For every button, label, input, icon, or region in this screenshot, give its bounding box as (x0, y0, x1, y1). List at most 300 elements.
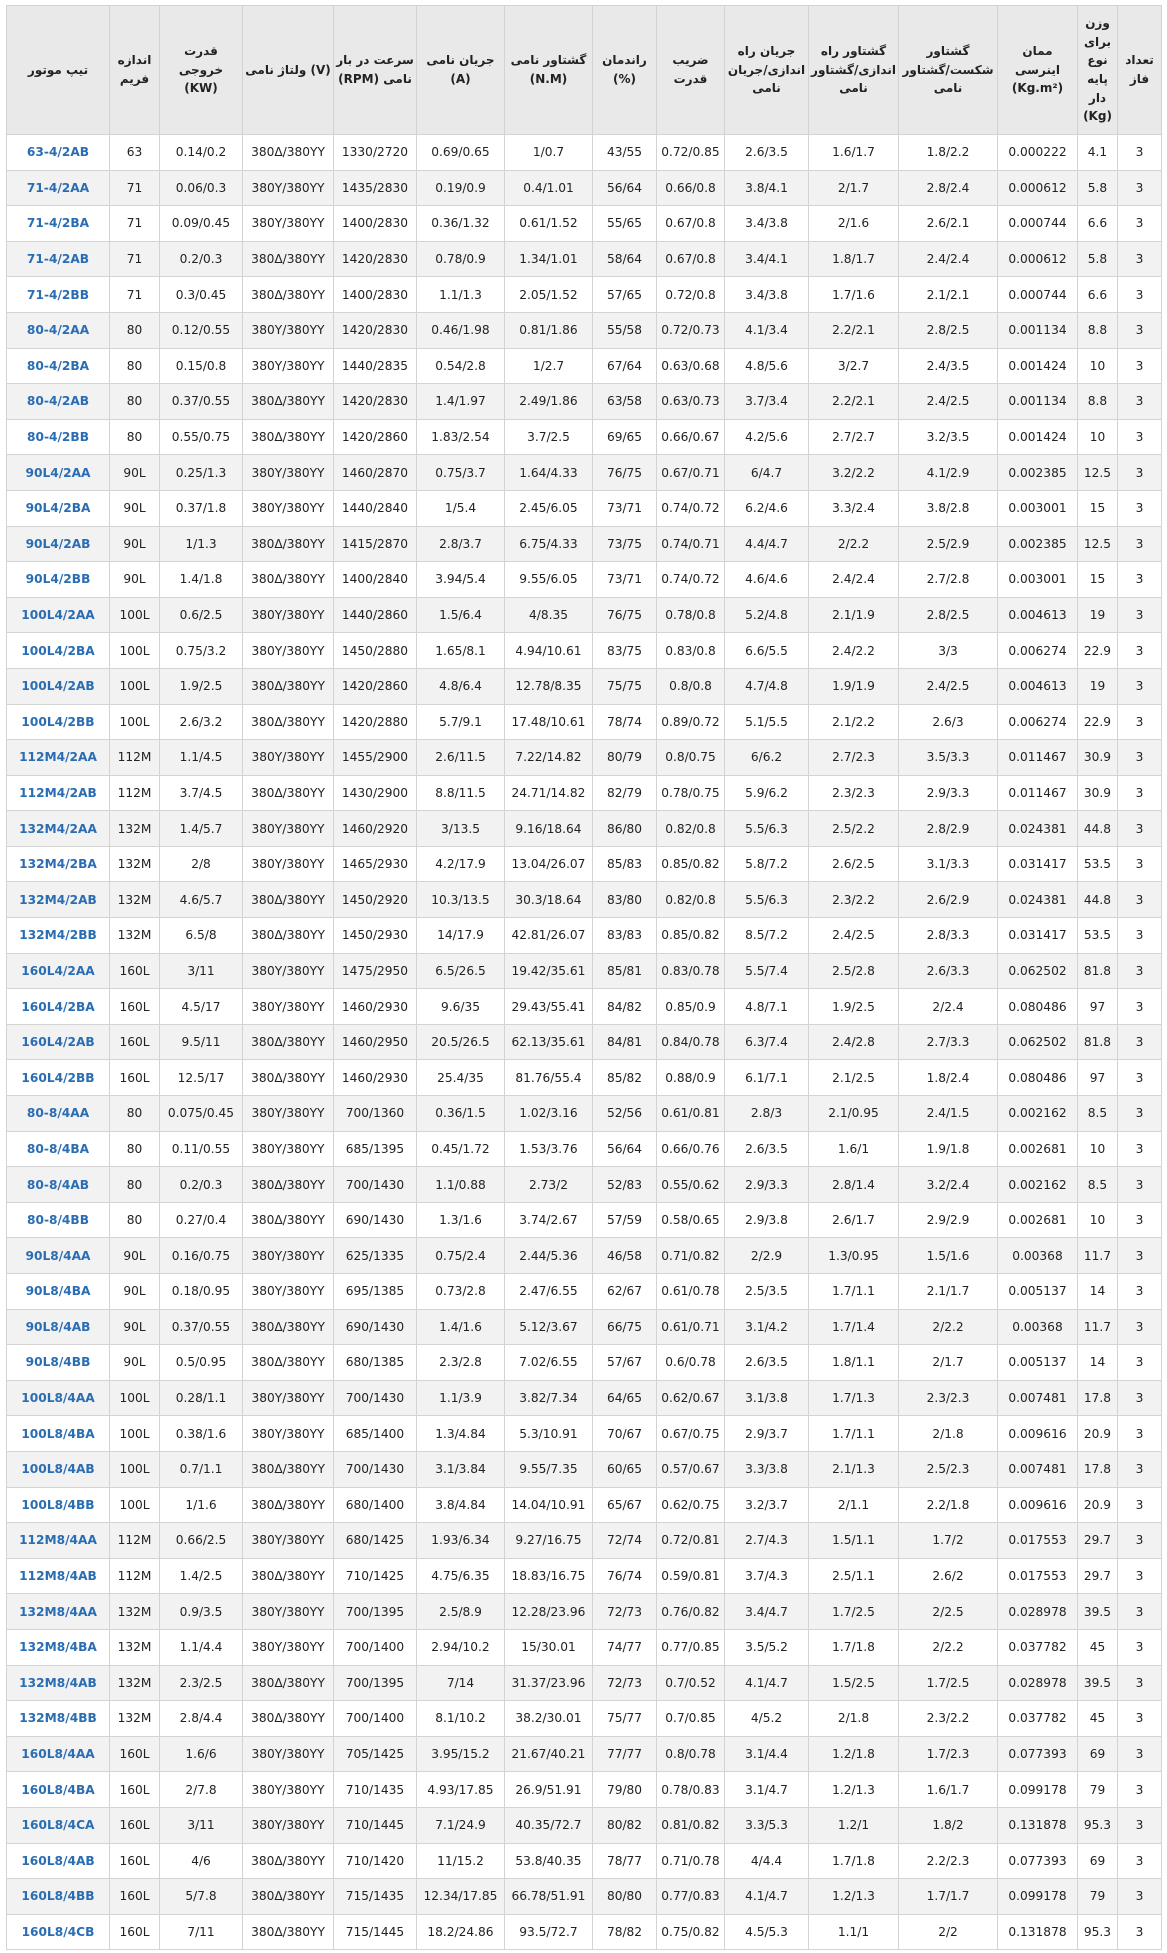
motor-model-link[interactable]: 100L4/2BB (21, 714, 95, 729)
cell-breakdown-torque: 1.7/2.5 (899, 1665, 998, 1701)
cell-start-current: 5.2/4.8 (725, 597, 809, 633)
cell-phases: 3 (1118, 1131, 1162, 1167)
motor-model-link[interactable]: 132M8/4AA (19, 1604, 97, 1619)
cell-breakdown-torque: 3.1/3.3 (899, 846, 998, 882)
cell-breakdown-torque: 2/1.7 (899, 1345, 998, 1381)
cell-speed: 1460/2950 (334, 1024, 417, 1060)
cell-model (7, 882, 110, 918)
cell-torque: 3.7/2.5 (505, 419, 593, 455)
table-row (7, 1345, 1162, 1381)
cell-speed: 700/1360 (334, 1096, 417, 1132)
cell-breakdown-torque: 2/1.8 (899, 1416, 998, 1452)
motor-model-link[interactable]: 90L4/2BB (25, 572, 91, 587)
cell-speed: 680/1400 (334, 1487, 417, 1523)
motor-model-link[interactable]: 80-8/4BA (26, 1141, 90, 1156)
cell-speed: 695/1385 (334, 1274, 417, 1310)
cell-inertia: 0.062502 (998, 953, 1078, 989)
cell-model (7, 1701, 110, 1737)
cell-breakdown-torque: 3.5/3.3 (899, 740, 998, 776)
table-row (7, 206, 1162, 242)
motor-model-link[interactable]: 132M4/2AB (19, 892, 97, 907)
cell-torque: 9.55/7.35 (505, 1451, 593, 1487)
cell-efficiency: 85/82 (593, 1060, 657, 1096)
motor-model-link[interactable]: 160L8/4CA (21, 1818, 95, 1833)
cell-power-factor: 0.78/0.8 (657, 597, 725, 633)
motor-model-link[interactable]: 132M8/4BA (19, 1640, 97, 1655)
cell-frame: 160L (110, 1807, 160, 1843)
cell-current: 0.19/0.9 (417, 170, 505, 206)
motor-model-link[interactable]: 100L4/2BA (21, 643, 95, 658)
cell-torque: 2.47/6.55 (505, 1274, 593, 1310)
motor-model-link[interactable]: 90L8/4BB (25, 1355, 91, 1370)
motor-model-link[interactable]: 132M4/2BA (19, 857, 97, 872)
motor-model-link[interactable]: 132M8/4AB (19, 1675, 97, 1690)
motor-model-link[interactable]: 71-4/2AA (26, 180, 90, 195)
cell-phases: 3 (1118, 455, 1162, 491)
cell-current: 3.8/4.84 (417, 1487, 505, 1523)
motor-model-link[interactable]: 160L4/2BB (21, 1070, 95, 1085)
cell-torque: 12.28/23.96 (505, 1594, 593, 1630)
cell-start-current: 3.5/5.2 (725, 1629, 809, 1665)
cell-weight: 10 (1078, 419, 1118, 455)
table-row (7, 1558, 1162, 1594)
motor-model-link[interactable]: 90L8/4AA (25, 1248, 91, 1263)
cell-voltage: 380Y/380YY (243, 455, 334, 491)
cell-breakdown-torque: 2.3/2.3 (899, 1380, 998, 1416)
cell-power: 0.2/0.3 (160, 1167, 243, 1203)
cell-breakdown-torque: 2.7/2.8 (899, 562, 998, 598)
cell-torque: 13.04/26.07 (505, 846, 593, 882)
cell-weight: 6.6 (1078, 277, 1118, 313)
motor-model-link[interactable]: 100L8/4BB (21, 1497, 95, 1512)
header-weight: وزن برای نوع پایه دار (Kg) (1078, 6, 1118, 135)
cell-weight: 79 (1078, 1879, 1118, 1915)
cell-weight: 5.8 (1078, 170, 1118, 206)
cell-speed: 1430/2900 (334, 775, 417, 811)
cell-start-torque: 2.2/2.1 (809, 312, 899, 348)
cell-breakdown-torque: 2.4/2.5 (899, 384, 998, 420)
cell-model (7, 206, 110, 242)
cell-phases: 3 (1118, 1807, 1162, 1843)
cell-phases: 3 (1118, 811, 1162, 847)
cell-efficiency: 77/77 (593, 1736, 657, 1772)
table-row (7, 1309, 1162, 1345)
cell-power-factor: 0.8/0.78 (657, 1736, 725, 1772)
cell-start-torque: 2.7/2.3 (809, 740, 899, 776)
cell-speed: 700/1430 (334, 1451, 417, 1487)
motor-model-link[interactable]: 90L8/4BA (25, 1284, 91, 1299)
cell-breakdown-torque: 1.8/2.4 (899, 1060, 998, 1096)
cell-voltage: 380Y/380YY (243, 348, 334, 384)
cell-torque: 6.75/4.33 (505, 526, 593, 562)
cell-current: 2.94/10.2 (417, 1629, 505, 1665)
cell-weight: 5.8 (1078, 241, 1118, 277)
cell-frame: 90L (110, 455, 160, 491)
cell-start-current: 2/2.9 (725, 1238, 809, 1274)
cell-breakdown-torque: 2/2.4 (899, 989, 998, 1025)
motor-model-link[interactable]: 71-4/2BA (26, 216, 90, 231)
cell-start-current: 6.1/7.1 (725, 1060, 809, 1096)
cell-voltage: 380Δ/380YY (243, 562, 334, 598)
table-row (7, 455, 1162, 491)
cell-breakdown-torque: 2/2 (899, 1914, 998, 1950)
cell-power-factor: 0.75/0.82 (657, 1914, 725, 1950)
motor-model-link[interactable]: 71-4/2BB (26, 287, 89, 302)
table-row (7, 170, 1162, 206)
cell-speed: 710/1420 (334, 1843, 417, 1879)
cell-breakdown-torque: 1.5/1.6 (899, 1238, 998, 1274)
cell-speed: 1420/2830 (334, 384, 417, 420)
cell-start-current: 6.2/4.6 (725, 490, 809, 526)
motor-model-link[interactable]: 160L8/4BB (21, 1889, 95, 1904)
cell-breakdown-torque: 2.5/2.9 (899, 526, 998, 562)
cell-efficiency: 67/64 (593, 348, 657, 384)
cell-start-torque: 2.1/2.5 (809, 1060, 899, 1096)
cell-inertia: 0.002385 (998, 526, 1078, 562)
cell-power-factor: 0.55/0.62 (657, 1167, 725, 1203)
cell-start-current: 4.7/4.8 (725, 668, 809, 704)
cell-current: 0.36/1.32 (417, 206, 505, 242)
motor-model-link[interactable]: 90L4/2BA (25, 501, 91, 516)
table-row (7, 1167, 1162, 1203)
cell-start-current: 2.7/4.3 (725, 1523, 809, 1559)
cell-inertia: 0.007481 (998, 1451, 1078, 1487)
cell-frame: 112M (110, 775, 160, 811)
cell-power-factor: 0.6/0.78 (657, 1345, 725, 1381)
cell-current: 3.95/15.2 (417, 1736, 505, 1772)
motor-model-link[interactable]: 90L4/2AB (25, 536, 91, 551)
cell-weight: 97 (1078, 1060, 1118, 1096)
cell-power-factor: 0.7/0.52 (657, 1665, 725, 1701)
motor-spec-table (6, 5, 1162, 1950)
cell-speed: 1420/2860 (334, 419, 417, 455)
cell-torque: 19.42/35.61 (505, 953, 593, 989)
cell-start-torque: 2.1/2.2 (809, 704, 899, 740)
cell-start-current: 4.4/4.7 (725, 526, 809, 562)
cell-torque: 9.16/18.64 (505, 811, 593, 847)
cell-speed: 700/1430 (334, 1380, 417, 1416)
cell-speed: 715/1445 (334, 1914, 417, 1950)
cell-start-current: 6/4.7 (725, 455, 809, 491)
cell-phases: 3 (1118, 1772, 1162, 1808)
cell-phases: 3 (1118, 1096, 1162, 1132)
cell-efficiency: 85/81 (593, 953, 657, 989)
motor-model-link[interactable]: 80-4/2AA (26, 323, 90, 338)
cell-phases: 3 (1118, 1167, 1162, 1203)
cell-efficiency: 78/77 (593, 1843, 657, 1879)
motor-model-link[interactable]: 160L8/4CB (21, 1924, 95, 1939)
cell-power-factor: 0.82/0.8 (657, 811, 725, 847)
cell-current: 1.1/3.9 (417, 1380, 505, 1416)
cell-weight: 81.8 (1078, 953, 1118, 989)
table-row (7, 1202, 1162, 1238)
cell-power: 4.6/5.7 (160, 882, 243, 918)
cell-model (7, 775, 110, 811)
table-row (7, 1380, 1162, 1416)
cell-current: 4.93/17.85 (417, 1772, 505, 1808)
cell-start-torque: 3/2.7 (809, 348, 899, 384)
cell-power: 1.1/4.4 (160, 1629, 243, 1665)
motor-model-link[interactable]: 71-4/2AB (26, 252, 90, 267)
cell-speed: 1450/2880 (334, 633, 417, 669)
cell-model (7, 1345, 110, 1381)
header-breakdown-torque: گشتاور شکست/گشتاور نامی (899, 6, 998, 135)
cell-model (7, 1274, 110, 1310)
motor-model-link[interactable]: 63-4/2AB (26, 145, 90, 160)
cell-speed: 715/1435 (334, 1879, 417, 1915)
cell-phases: 3 (1118, 918, 1162, 954)
cell-start-current: 3.1/4.2 (725, 1309, 809, 1345)
cell-current: 9.6/35 (417, 989, 505, 1025)
motor-model-link[interactable]: 90L4/2AA (25, 465, 91, 480)
cell-weight: 22.9 (1078, 633, 1118, 669)
motor-model-link[interactable]: 160L8/4AA (21, 1747, 95, 1762)
cell-frame: 80 (110, 1131, 160, 1167)
cell-weight: 45 (1078, 1701, 1118, 1737)
motor-model-link[interactable]: 80-8/4AA (26, 1106, 90, 1121)
cell-breakdown-torque: 1.8/2.2 (899, 135, 998, 171)
cell-start-torque: 1.9/1.9 (809, 668, 899, 704)
cell-voltage: 380Y/380YY (243, 953, 334, 989)
motor-model-link[interactable]: 100L4/2AA (21, 608, 95, 623)
motor-model-link[interactable]: 160L4/2AA (21, 963, 95, 978)
cell-weight: 17.8 (1078, 1451, 1118, 1487)
cell-speed: 1460/2930 (334, 1060, 417, 1096)
motor-model-link[interactable]: 112M4/2AB (19, 785, 97, 800)
motor-model-link[interactable]: 90L8/4AB (25, 1319, 91, 1334)
cell-start-current: 4.1/3.4 (725, 312, 809, 348)
cell-speed: 700/1400 (334, 1701, 417, 1737)
cell-frame: 80 (110, 348, 160, 384)
motor-model-link[interactable]: 80-4/2BB (26, 430, 89, 445)
cell-start-current: 5.5/6.3 (725, 811, 809, 847)
cell-model (7, 1487, 110, 1523)
cell-current: 5.7/9.1 (417, 704, 505, 740)
cell-efficiency: 60/65 (593, 1451, 657, 1487)
cell-speed: 1465/2930 (334, 846, 417, 882)
cell-start-torque: 3.3/2.4 (809, 490, 899, 526)
cell-frame: 100L (110, 1451, 160, 1487)
cell-power-factor: 0.77/0.85 (657, 1629, 725, 1665)
motor-model-link[interactable]: 80-8/4BB (26, 1213, 89, 1228)
cell-inertia: 0.077393 (998, 1843, 1078, 1879)
cell-torque: 12.78/8.35 (505, 668, 593, 704)
cell-start-current: 3.3/3.8 (725, 1451, 809, 1487)
cell-weight: 95.3 (1078, 1807, 1118, 1843)
cell-inertia: 0.131878 (998, 1914, 1078, 1950)
cell-torque: 1.53/3.76 (505, 1131, 593, 1167)
cell-power-factor: 0.82/0.8 (657, 882, 725, 918)
motor-model-link[interactable]: 132M4/2AA (19, 821, 97, 836)
motor-model-link[interactable]: 100L8/4AA (21, 1391, 95, 1406)
cell-current: 0.75/3.7 (417, 455, 505, 491)
cell-frame: 132M (110, 1629, 160, 1665)
cell-inertia: 0.005137 (998, 1345, 1078, 1381)
cell-start-current: 3.4/3.8 (725, 206, 809, 242)
cell-speed: 1415/2870 (334, 526, 417, 562)
table-row (7, 1701, 1162, 1737)
cell-torque: 17.48/10.61 (505, 704, 593, 740)
cell-voltage: 380Δ/380YY (243, 1060, 334, 1096)
motor-model-link[interactable]: 100L8/4BA (21, 1426, 95, 1441)
cell-phases: 3 (1118, 1309, 1162, 1345)
cell-speed: 700/1395 (334, 1665, 417, 1701)
cell-voltage: 380Δ/380YY (243, 1665, 334, 1701)
table-row (7, 704, 1162, 740)
motor-model-link[interactable]: 100L8/4AB (21, 1462, 95, 1477)
cell-frame: 80 (110, 419, 160, 455)
motor-model-link[interactable]: 160L4/2BA (21, 999, 95, 1014)
cell-start-current: 5.5/7.4 (725, 953, 809, 989)
cell-model (7, 1629, 110, 1665)
cell-efficiency: 66/75 (593, 1309, 657, 1345)
cell-start-current: 2.8/3 (725, 1096, 809, 1132)
cell-breakdown-torque: 2/2.2 (899, 1629, 998, 1665)
motor-model-link[interactable]: 132M4/2BB (19, 928, 97, 943)
cell-model (7, 1060, 110, 1096)
cell-phases: 3 (1118, 633, 1162, 669)
cell-phases: 3 (1118, 1380, 1162, 1416)
motor-model-link[interactable]: 112M8/4AA (19, 1533, 97, 1548)
cell-inertia: 0.024381 (998, 811, 1078, 847)
cell-inertia: 0.011467 (998, 740, 1078, 776)
cell-power-factor: 0.72/0.81 (657, 1523, 725, 1559)
cell-frame: 90L (110, 490, 160, 526)
cell-start-current: 3.4/4.1 (725, 241, 809, 277)
cell-current: 1.93/6.34 (417, 1523, 505, 1559)
cell-phases: 3 (1118, 1629, 1162, 1665)
cell-speed: 1450/2930 (334, 918, 417, 954)
cell-phases: 3 (1118, 348, 1162, 384)
cell-inertia: 0.002681 (998, 1202, 1078, 1238)
cell-current: 14/17.9 (417, 918, 505, 954)
cell-start-current: 3.4/3.8 (725, 277, 809, 313)
cell-speed: 1420/2830 (334, 312, 417, 348)
cell-weight: 8.8 (1078, 384, 1118, 420)
motor-model-link[interactable]: 80-4/2AB (26, 394, 90, 409)
header-voltage: (V) ولتاژ نامی (243, 6, 334, 135)
cell-voltage: 380Y/380YY (243, 1736, 334, 1772)
motor-model-link[interactable]: 112M8/4AB (19, 1569, 97, 1584)
cell-power: 3/11 (160, 953, 243, 989)
cell-phases: 3 (1118, 989, 1162, 1025)
cell-start-torque: 1.1/1 (809, 1914, 899, 1950)
cell-model (7, 455, 110, 491)
cell-start-torque: 1.2/1.3 (809, 1772, 899, 1808)
cell-weight: 53.5 (1078, 846, 1118, 882)
cell-power-factor: 0.89/0.72 (657, 704, 725, 740)
table-row (7, 1736, 1162, 1772)
cell-efficiency: 82/79 (593, 775, 657, 811)
cell-phases: 3 (1118, 1060, 1162, 1096)
cell-power: 9.5/11 (160, 1024, 243, 1060)
cell-current: 11/15.2 (417, 1843, 505, 1879)
cell-breakdown-torque: 3.8/2.8 (899, 490, 998, 526)
cell-torque: 9.55/6.05 (505, 562, 593, 598)
cell-model (7, 811, 110, 847)
cell-frame: 90L (110, 1238, 160, 1274)
cell-voltage: 380Y/380YY (243, 597, 334, 633)
cell-inertia: 0.099178 (998, 1772, 1078, 1808)
cell-phases: 3 (1118, 1202, 1162, 1238)
cell-power: 2/8 (160, 846, 243, 882)
cell-frame: 160L (110, 1879, 160, 1915)
cell-weight: 11.7 (1078, 1309, 1118, 1345)
cell-current: 1.1/0.88 (417, 1167, 505, 1203)
cell-start-torque: 1.2/1 (809, 1807, 899, 1843)
cell-frame: 132M (110, 846, 160, 882)
header-torque: گشتاور نامی (N.M) (505, 6, 593, 135)
cell-start-current: 3.1/4.7 (725, 1772, 809, 1808)
motor-model-link[interactable]: 100L4/2AB (21, 679, 95, 694)
motor-model-link[interactable]: 132M8/4BB (19, 1711, 97, 1726)
cell-voltage: 380Y/380YY (243, 811, 334, 847)
cell-weight: 45 (1078, 1629, 1118, 1665)
cell-breakdown-torque: 1.7/1.7 (899, 1879, 998, 1915)
cell-start-current: 4.5/5.3 (725, 1914, 809, 1950)
cell-current: 2.5/8.9 (417, 1594, 505, 1630)
motor-model-link[interactable]: 80-4/2BA (26, 358, 90, 373)
cell-model (7, 704, 110, 740)
motor-model-link[interactable]: 80-8/4AB (26, 1177, 90, 1192)
cell-torque: 62.13/35.61 (505, 1024, 593, 1060)
table-row (7, 1772, 1162, 1808)
motor-model-link[interactable]: 112M4/2AA (19, 750, 97, 765)
cell-inertia: 0.001424 (998, 419, 1078, 455)
cell-speed: 700/1400 (334, 1629, 417, 1665)
motor-model-link[interactable]: 160L8/4AB (21, 1853, 95, 1868)
cell-start-current: 4.8/5.6 (725, 348, 809, 384)
cell-efficiency: 58/64 (593, 241, 657, 277)
cell-weight: 69 (1078, 1843, 1118, 1879)
cell-model (7, 312, 110, 348)
cell-inertia: 0.011467 (998, 775, 1078, 811)
cell-weight: 10 (1078, 1202, 1118, 1238)
cell-phases: 3 (1118, 1487, 1162, 1523)
cell-inertia: 0.080486 (998, 989, 1078, 1025)
cell-power: 0.18/0.95 (160, 1274, 243, 1310)
cell-start-current: 6/6.2 (725, 740, 809, 776)
cell-torque: 7.22/14.82 (505, 740, 593, 776)
cell-inertia: 0.031417 (998, 918, 1078, 954)
cell-weight: 30.9 (1078, 740, 1118, 776)
table-row (7, 1523, 1162, 1559)
cell-power-factor: 0.66/0.67 (657, 419, 725, 455)
cell-breakdown-torque: 2.5/2.3 (899, 1451, 998, 1487)
table-row (7, 989, 1162, 1025)
cell-power-factor: 0.66/0.8 (657, 170, 725, 206)
cell-speed: 1420/2860 (334, 668, 417, 704)
cell-power: 2.3/2.5 (160, 1665, 243, 1701)
cell-weight: 44.8 (1078, 811, 1118, 847)
cell-inertia: 0.001424 (998, 348, 1078, 384)
cell-power-factor: 0.61/0.81 (657, 1096, 725, 1132)
cell-power-factor: 0.62/0.67 (657, 1380, 725, 1416)
table-row (7, 1274, 1162, 1310)
cell-start-torque: 1.2/1.8 (809, 1736, 899, 1772)
cell-voltage: 380Y/380YY (243, 206, 334, 242)
motor-model-link[interactable]: 160L4/2AB (21, 1035, 95, 1050)
cell-start-torque: 1.7/1.8 (809, 1843, 899, 1879)
cell-breakdown-torque: 3/3 (899, 633, 998, 669)
cell-start-torque: 2/1.7 (809, 170, 899, 206)
cell-speed: 1330/2720 (334, 135, 417, 171)
cell-voltage: 380Δ/380YY (243, 526, 334, 562)
cell-phases: 3 (1118, 312, 1162, 348)
motor-model-link[interactable]: 160L8/4BA (21, 1782, 95, 1797)
cell-phases: 3 (1118, 526, 1162, 562)
cell-torque: 5.3/10.91 (505, 1416, 593, 1452)
